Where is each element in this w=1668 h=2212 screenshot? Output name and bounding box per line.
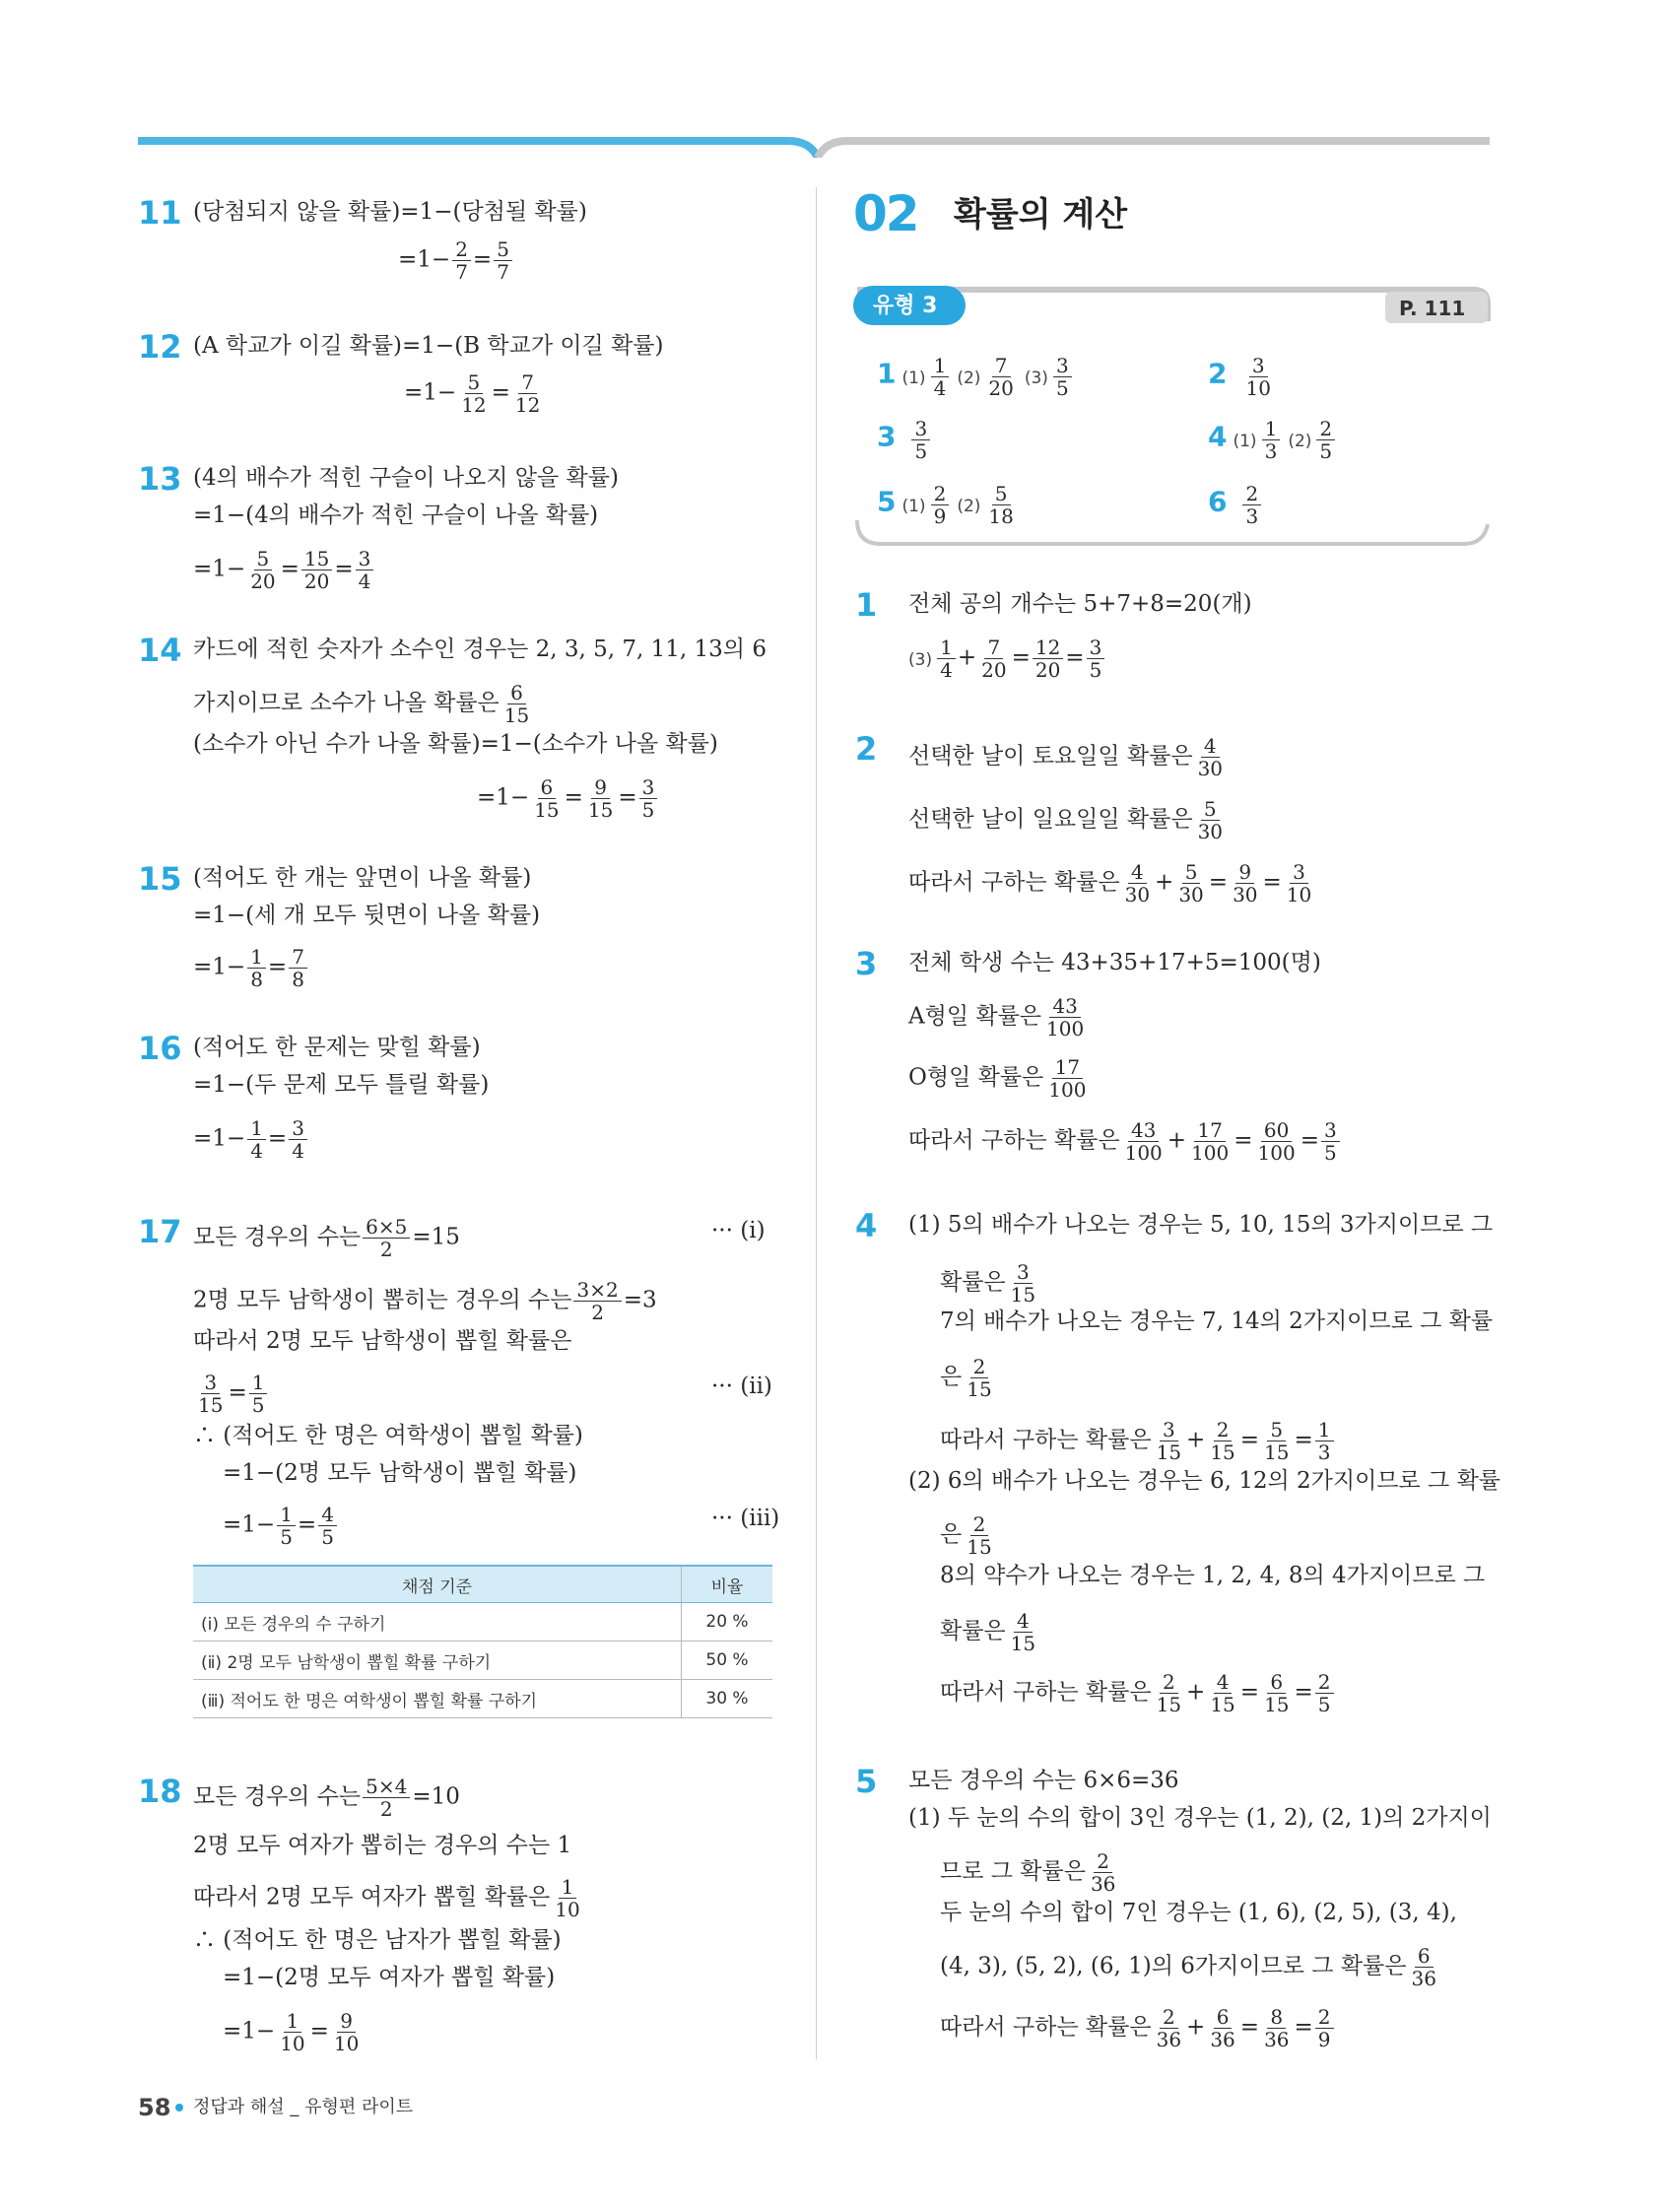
equation-line: $\frac{3}{15}$ = $\frac{1}{5}$ — [193, 1372, 269, 1416]
text-line: (4, 3), (5, 2), (6, 1)의 6가지이므로 그 확률은 $\frac{6}{36}$ — [940, 1944, 1436, 1990]
text-line: (적어도 한 문제는 맞힐 확률) — [193, 1035, 481, 1060]
text-line: (1) 5의 배수가 나오는 경우는 5, 10, 15의 3가지이므로 그 — [908, 1212, 1494, 1238]
footer-text: 정답과 해설 _ 유형편 라이트 — [193, 2097, 414, 2117]
equation-line: =1− $\frac{6}{15}$ = $\frac{9}{15}$ = $\frac{3}{5}$ — [477, 776, 659, 821]
rubric-header-ratio: 비율 — [682, 1566, 773, 1603]
problem-number: 2 — [855, 730, 878, 768]
problem-number: 18 — [138, 1773, 182, 1810]
answer-3: 3 $\frac{3}{5}$ — [877, 418, 932, 462]
text-line: =1−(두 문제 모두 틀릴 확률) — [193, 1072, 490, 1098]
text-line: 확률은 $\frac{3}{15}$ — [940, 1260, 1036, 1307]
text-line: 모든 경우의 수는 $\frac{5\times 4}{2}$ =10 — [193, 1775, 460, 1821]
problem-number: 4 — [855, 1207, 878, 1244]
problem-number: 12 — [138, 328, 182, 366]
text-line: =1−(2명 모두 여자가 뽑힐 확률) — [223, 1965, 556, 1990]
text-line: 따라서 2명 모두 여자가 뽑힐 확률은 $\frac{1}{10}$ — [193, 1875, 580, 1921]
problem-number: 3 — [855, 945, 878, 982]
text-line: 따라서 구하는 확률은 $\frac{3}{15}$ + $\frac{2}{15}$ = $\frac{5}{15}$ = $\frac{1}{3}$ — [940, 1419, 1336, 1463]
text-line: 따라서 구하는 확률은 $\frac{43}{100}$ + $\frac{17}{100}$ = $\frac{60}{100}$ = $\frac{3}{5}$ — [908, 1119, 1342, 1164]
header-rule — [0, 0, 1668, 158]
text-line: 은 $\frac{2}{15}$ — [940, 1355, 992, 1401]
text-line: 전체 학생 수는 43+35+17+5=100(명) — [908, 950, 1321, 975]
table-row: (ⅰ) 모든 경우의 수 구하기 20 % — [193, 1603, 772, 1642]
page-reference: P. 111 — [1399, 297, 1466, 320]
column-divider — [816, 187, 817, 2059]
text-line: (A 학교가 이길 확률)=1−(B 학교가 이길 확률) — [193, 333, 664, 359]
equation-line: =1− $\frac{1}{5}$ = $\frac{4}{5}$ — [223, 1504, 339, 1548]
fraction: $\frac{5}{7}$ — [494, 238, 512, 283]
text-line: ∴ (적어도 한 명은 여학생이 뽑힐 확률) — [193, 1423, 583, 1448]
type-label: 유형 3 — [873, 294, 938, 318]
table-row: (ⅱ) 2명 모두 남학생이 뽑힐 확률 구하기 50 % — [193, 1642, 772, 1680]
table-row: (ⅲ) 적어도 한 명은 여학생이 뽑힐 확률 구하기 30 % — [193, 1680, 772, 1718]
text-line: =1−(4의 배수가 적힌 구슬이 나올 확률) — [193, 503, 599, 528]
problem-number: 16 — [138, 1030, 182, 1067]
step-marker: ··· (ⅱ) — [711, 1374, 772, 1399]
step-marker: ··· (ⅰ) — [711, 1218, 766, 1243]
text-line: 7의 배수가 나오는 경우는 7, 14의 2가지이므로 그 확률 — [940, 1308, 1494, 1334]
text-line: 모든 경우의 수는 6×6=36 — [908, 1768, 1179, 1793]
answer-2: 2 $\frac{3}{10}$ — [1208, 354, 1271, 400]
text-line: =1−(2명 모두 남학생이 뽑힐 확률) — [223, 1460, 577, 1486]
equation-line: =1− $\frac{2}{7}$ = $\frac{5}{7}$ — [398, 238, 514, 283]
text-line: (4의 배수가 적힌 구슬이 나오지 않을 확률) — [193, 465, 619, 491]
equation-line: =1− $\frac{1}{8}$ = $\frac{7}{8}$ — [193, 946, 309, 990]
fraction: $\frac{5}{12}$ — [461, 370, 487, 417]
text-line: 8의 약수가 나오는 경우는 1, 2, 4, 8의 4가지이므로 그 — [940, 1563, 1486, 1588]
text-line: 가지이므로 소수가 나올 확률은 $\frac{6}{15}$ — [193, 681, 530, 727]
text-line: 따라서 구하는 확률은 $\frac{2}{36}$ + $\frac{6}{36}$ = $\frac{8}{36}$ = $\frac{2}{9}$ — [940, 2006, 1336, 2050]
text-line: 따라서 구하는 확률은 $\frac{2}{15}$ + $\frac{4}{15}$ = $\frac{6}{15}$ = $\frac{2}{5}$ — [940, 1671, 1336, 1715]
text-line: 모든 경우의 수는 $\frac{6\times 5}{2}$ =15 — [193, 1215, 460, 1261]
text-line: 카드에 적힌 숫자가 소수인 경우는 2, 3, 5, 7, 11, 13의 6 — [193, 637, 767, 662]
text-line: 2명 모두 남학생이 뽑히는 경우의 수는 $\frac{3\times 2}{2}$ =3 — [193, 1278, 657, 1324]
answer-6: 6 $\frac{2}{3}$ — [1208, 483, 1263, 527]
bullet-dot-icon — [175, 2104, 183, 2111]
text-line: 따라서 구하는 확률은 $\frac{4}{30}$ + $\frac{5}{30}$ = $\frac{9}{30}$ = $\frac{3}{10}$ — [908, 860, 1312, 906]
fraction: $\frac{7}{12}$ — [514, 370, 541, 417]
text-line: 선택한 날이 일요일일 확률은 $\frac{5}{30}$ — [908, 797, 1224, 843]
answer-4: 4 (1) $\frac{1}{3}$ (2) $\frac{2}{5}$ — [1208, 418, 1337, 462]
equation-line: (3) $\frac{1}{4}$ + $\frac{7}{20}$ = $\frac{12}{20}$ = $\frac{3}{5}$ — [908, 637, 1106, 681]
text-line: 므로 그 확률은 $\frac{2}{36}$ — [940, 1849, 1116, 1896]
text-line: (당첨되지 않을 확률)=1−(당첨될 확률) — [193, 199, 587, 225]
answer-1: 1 (1) $\frac{1}{4}$ (2) $\frac{7}{20}$ (3) $\frac{3}{5}$ — [877, 355, 1074, 399]
text-line: 2명 모두 여자가 뽑히는 경우의 수는 1 — [193, 1833, 572, 1858]
text-line: (2) 6의 배수가 나오는 경우는 6, 12의 2가지이므로 그 확률 — [908, 1468, 1501, 1494]
text-line: (소수가 아닌 수가 나올 확률)=1−(소수가 나올 확률) — [193, 731, 718, 757]
fraction: $\frac{2}{7}$ — [452, 238, 471, 283]
problem-number: 1 — [855, 586, 878, 624]
text-line: 따라서 2명 모두 남학생이 뽑힐 확률은 — [193, 1328, 572, 1354]
section-title: 확률의 계산 — [954, 195, 1128, 235]
text-line: 확률은 $\frac{4}{15}$ — [940, 1609, 1036, 1655]
problem-number: 5 — [855, 1763, 878, 1800]
problem-number: 15 — [138, 860, 182, 898]
text-line: (1) 두 눈의 수의 합이 3인 경우는 (1, 2), (2, 1)의 2가지이 — [908, 1805, 1492, 1831]
text-line: O형일 확률은 $\frac{17}{100}$ — [908, 1055, 1087, 1102]
text-line: A형일 확률은 $\frac{43}{100}$ — [908, 994, 1085, 1040]
text-line: 선택한 날이 토요일일 확률은 $\frac{4}{30}$ — [908, 734, 1224, 780]
equation-line: =1− $\frac{5}{12}$ = $\frac{7}{12}$ — [404, 371, 545, 416]
problem-number: 13 — [138, 460, 182, 498]
problem-number: 17 — [138, 1213, 182, 1250]
scoring-rubric-table — [193, 1565, 772, 1718]
page-number: 58 — [138, 2094, 171, 2121]
problem-number: 14 — [138, 632, 182, 669]
text-line: 전체 공의 개수는 5+7+8=20(개) — [908, 591, 1252, 617]
equation-line: =1− $\frac{1}{10}$ = $\frac{9}{10}$ — [223, 2009, 360, 2055]
answer-5: 5 (1) $\frac{2}{9}$ (2) $\frac{5}{18}$ — [877, 482, 1014, 528]
equation-line: =1− $\frac{1}{4}$ = $\frac{3}{4}$ — [193, 1117, 309, 1162]
section-number: 02 — [853, 185, 918, 242]
text-line: 은 $\frac{2}{15}$ — [940, 1512, 992, 1559]
text-line: 두 눈의 수의 합이 7인 경우는 (1, 6), (2, 5), (3, 4), — [940, 1900, 1457, 1925]
text-line: =1−(세 개 모두 뒷면이 나올 확률) — [193, 903, 541, 928]
equation-line: =1− $\frac{5}{20}$ = $\frac{15}{20}$ = $\frac{3}{4}$ — [193, 548, 375, 592]
text-line: (적어도 한 개는 앞면이 나올 확률) — [193, 865, 532, 891]
text-line: ∴ (적어도 한 명은 남자가 뽑힐 확률) — [193, 1927, 562, 1953]
rubric-header-criteria: 채점 기준 — [193, 1566, 682, 1603]
problem-number: 11 — [138, 194, 182, 232]
step-marker: ··· (ⅲ) — [711, 1506, 780, 1531]
